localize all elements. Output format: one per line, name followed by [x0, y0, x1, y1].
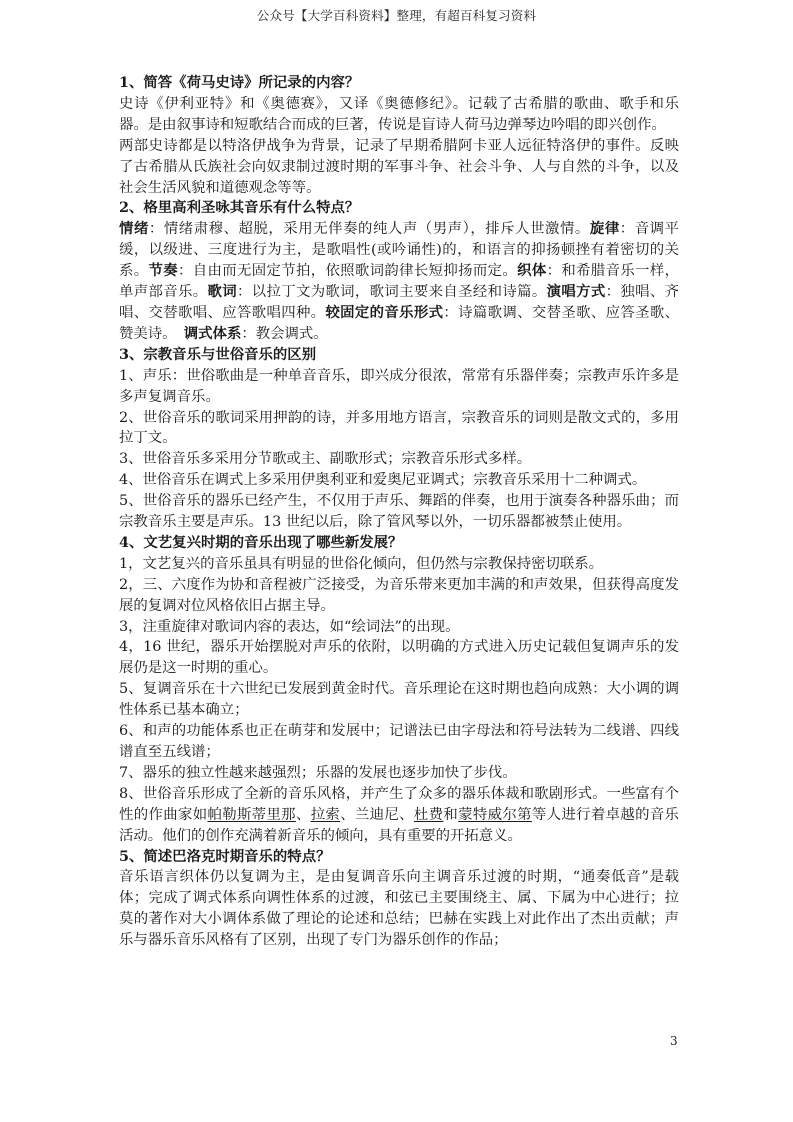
desc-performance: ：独唱、齐唱、交替歌唱、应答歌唱四种。	[119, 284, 679, 321]
list-item: 3，注重旋律对歌词内容的表达，如“绘词法”的出现。	[119, 618, 460, 635]
question-1-paragraph-1: 史诗《伊利亚特》和《奥德赛》，又译《奥德修纪》。记载了古希腊的歌曲、歌手和乐器。是由叙事诗和短歌结合而成的巨著，传说是盲诗人荷马边弹琴边吟唱的即兴创作。	[119, 95, 679, 133]
page-header: 公众号【大学百科资料】整理，有超百科复习资料	[256, 8, 537, 23]
desc-forms: ：诗篇歌调、交替圣歌、应答圣歌、赞美诗。	[119, 304, 679, 342]
desc-texture: ：和希腊音乐一样，单声部音乐。	[119, 263, 679, 301]
question-1-title: 1、简答《荷马史诗》所记录的内容？	[119, 74, 360, 91]
question-2-title: 2、格里高利圣咏其音乐有什么特点？	[119, 199, 360, 217]
term-forms: 较固定的音乐形式	[325, 303, 444, 321]
list-item: 1，文艺复兴的音乐虽具有明显的世俗化倾向，但仍然与宗教保持密切联系。	[119, 555, 604, 572]
question-3-title: 3、宗教音乐与世俗音乐的区别	[119, 345, 317, 363]
list-item: 5、世俗音乐的器乐已经产生，不仅用于声乐、舞蹈的伴奏，也用于演奏各种器乐曲；而宗教音乐主要是声乐。13 世纪以后，除了管风琴以外，一切乐器都被禁止使用。	[119, 493, 679, 531]
term-texture: 织体	[517, 262, 547, 280]
item-8-text-a: 8、世俗音乐形成了全新的音乐风格，并产生了众多的器乐体裁和歌剧形式。一些富有个性的作曲家如	[119, 785, 679, 823]
desc-melody: ：音调平缓，以级进、三度进行为主，是歌唱性(或吟诵性)的，和语言的抑扬顿挫有着密切的关系。	[119, 221, 679, 280]
list-item: 1、声乐：世俗歌曲是一种单音音乐，即兴成分很浓，常常有乐器伴奏；宗教声乐许多是多声复调音乐。	[119, 367, 679, 405]
separator: 、兰迪尼、	[340, 806, 414, 823]
desc-mood: ：情绪肃穆、超脱，采用无伴奏的纯人声（男声），排斥人世激情。	[148, 221, 590, 238]
desc-rhythm: ：自由而无固定节拍，依照歌词韵律长短抑扬而定。	[178, 263, 518, 280]
composer-lasso: 拉索	[310, 806, 341, 823]
composer-dufay: 杜费	[413, 806, 444, 823]
separator: 和	[443, 806, 459, 823]
term-lyrics: 歌词	[207, 283, 237, 301]
list-item: 4，16 世纪，器乐开始摆脱对声乐的依附，以明确的方式进入历史记载但复调声乐的发展仍是这一时期的重心。	[119, 639, 679, 677]
page-number: 3	[670, 1034, 678, 1048]
list-item: 4、世俗音乐在调式上多采用伊奥利亚和爱奥尼亚调式；宗教音乐采用十二种调式。	[119, 472, 647, 489]
list-item: 5、复调音乐在十六世纪已发展到黄金时代。音乐理论在这时期也趋向成熟：大小调的调性体系已基本确立；	[119, 681, 679, 719]
item-8-text-b: 等人进行着卓越的音乐活动。他们的创作充满着新音乐的倾向，具有重要的开拓意义。	[119, 806, 679, 844]
term-performance: 演唱方式	[546, 283, 606, 301]
term-mode-system: 调式体系	[183, 324, 242, 342]
document-body	[119, 73, 679, 951]
desc-mode-system: ：教会调式。	[241, 325, 328, 342]
separator: 、	[295, 806, 311, 823]
list-item: 7、器乐的独立性越来越强烈；乐器的发展也逐步加快了步伐。	[119, 764, 517, 781]
list-item: 2、世俗音乐的歌词采用押韵的诗，并多用地方语言，宗教音乐的词则是散文式的，多用拉丁文。	[119, 409, 679, 447]
list-item: 3、世俗音乐多采用分节歌或主、副歌形式；宗教音乐形式多样。	[119, 451, 532, 468]
question-5-paragraph: 音乐语言织体仍以复调为主，是由复调音乐向主调音乐过渡的时期，“通奏低音”是载体；完成了调式体系向调性体系的过渡，和弦已主要围绕主、属、下属为中心进行；拉莫的著作对大小调体系做了理论的论述和总结；巴赫在实践上对此作出了杰出贡献；声乐与器乐音乐风格有了区别，出现了专门为器乐创作的作品；	[119, 869, 679, 949]
composer-monteverdi: 蒙特威尔第	[458, 806, 532, 823]
question-1-paragraph-2: 两部史诗都是以特洛伊战争为背景，记录了早期希腊阿卡亚人远征特洛伊的事件。反映了古希腊从氏族社会向奴隶制过渡时期的军事斗争、社会斗争、人与自然的斗争，以及社会生活风貌和道德观念等等。	[119, 137, 679, 196]
term-rhythm: 节奏	[148, 262, 178, 280]
list-item: 6、和声的功能体系也正在萌芽和发展中；记谱法已由字母法和符号法转为二线谱、四线谱直至五线谱；	[119, 723, 679, 760]
list-item: 2，三、六度作为协和音程被广泛接受，为音乐带来更加丰满的和声效果，但获得高度发展的复调对位风格依旧占据主导。	[119, 576, 679, 614]
term-melody: 旋律	[589, 220, 620, 238]
composer-palestrina: 帕勒斯蒂里那	[207, 806, 296, 823]
question-4-title: 4、文艺复兴时期的音乐出现了哪些新发展？	[119, 533, 403, 551]
desc-lyrics: ：以拉丁文为歌词，歌词主要来自圣经和诗篇。	[236, 284, 547, 301]
question-2-paragraph	[119, 219, 679, 344]
question-5-title: 5、简述巴洛克时期音乐的特点？	[119, 847, 331, 865]
list-item-8	[119, 784, 679, 847]
term-mood: 情绪	[119, 220, 149, 238]
